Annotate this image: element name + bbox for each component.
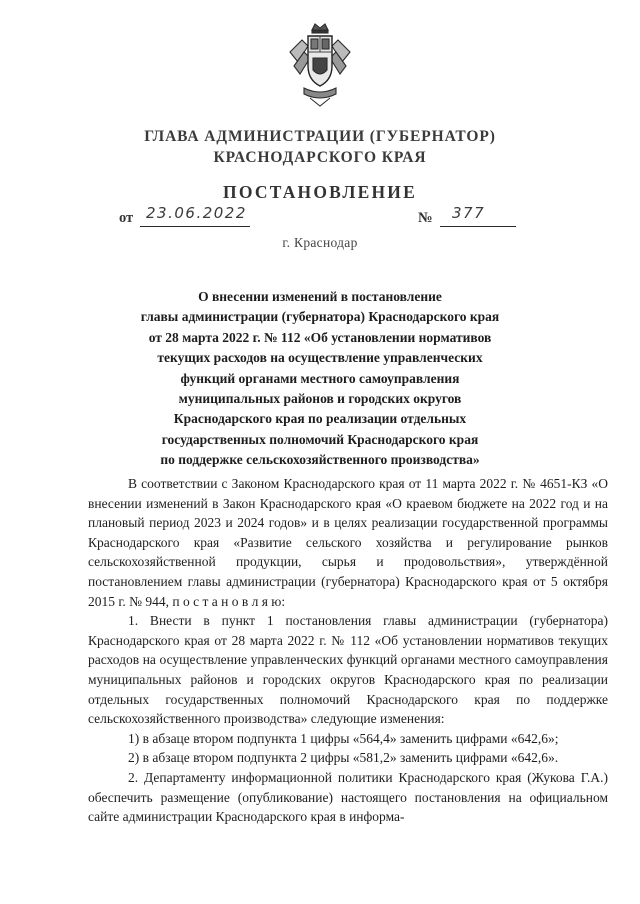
item-1-subitem-2: 2) в абзаце втором подпункта 2 цифры «581,2» заменить цифрами «642,6». [128, 750, 559, 766]
title-line: главы администрации (губернатора) Краснодарского края [140, 309, 500, 325]
title-line: государственных полномочий Краснодарского края [161, 431, 479, 447]
item-1-paragraph: 1. Внести в пункт 1 постановления главы администрации (губернатора) Краснодарского края от 28 марта 2022 г. № 112 «Об установлении нормативов текущих расходов на осуществление управленческих функций органами местного самоуправления муниципальных районов и городских округов Краснодарского края по реализации отдельных государственных полномочий Краснодарского края по поддержке сельскохозяйственного производства» следующие изменения: [88, 613, 608, 727]
authority-line-2: КРАСНОДАРСКОГО КРАЯ [213, 149, 427, 166]
item-1-subitem-1: 1) в абзаце втором подпункта 1 цифры «564,4» заменить цифрами «642,6»; [128, 730, 559, 746]
title-line: от 28 марта 2022 г. № 112 «Об установлении нормативов [148, 329, 492, 345]
document-title [110, 287, 530, 471]
item-2-paragraph: 2. Департаменту информационной политики Краснодарского края (Жукова Г.А.) обеспечить размещение (опубликование) настоящего постановления на официальном сайте администрации Краснодарского края в информа- [88, 769, 608, 825]
number-label: № [418, 210, 433, 226]
title-line: функций органами местного самоуправления [180, 370, 460, 386]
title-line: Краснодарского края по реализации отдельных [173, 411, 467, 427]
number-underline [440, 226, 516, 227]
date-value: 23.06.2022 [146, 204, 247, 222]
title-line: по поддержке сельскохозяйственного производства» [160, 452, 480, 468]
city: г. Краснодар [282, 235, 358, 250]
krasnodar-coat-of-arms-icon [286, 22, 354, 108]
date-underline [140, 226, 250, 227]
preamble-paragraph: В соответствии с Законом Краснодарского края от 11 марта 2022 г. № 4651-КЗ «О внесении изменений в Закон Краснодарского края «О краевом бюджете на 2022 год и на плановый период 2023 и 2024 годов» и в целях реализации государственной программы Краснодарского края «Развитие сельского хозяйства и регулирование рынков сельскохозяйственной продукции, сырья и продовольствия», утверждённой постановлением главы администрации (губернатора) Краснодарского края от 5 октября 2015 г. № 944, п о с т а н о в л я ю: [88, 476, 608, 609]
document-type: ПОСТАНОВЛЕНИЕ [223, 182, 417, 202]
title-line: текущих расходов на осуществление управленческих [157, 350, 483, 366]
title-line: муниципальных районов и городских округов [178, 391, 462, 407]
document-body [88, 474, 608, 827]
number-value: 377 [452, 204, 486, 222]
date-label: от [119, 210, 134, 226]
authority-line-1: ГЛАВА АДМИНИСТРАЦИИ (ГУБЕРНАТОР) [144, 128, 496, 145]
title-line: О внесении изменений в постановление [198, 289, 442, 304]
